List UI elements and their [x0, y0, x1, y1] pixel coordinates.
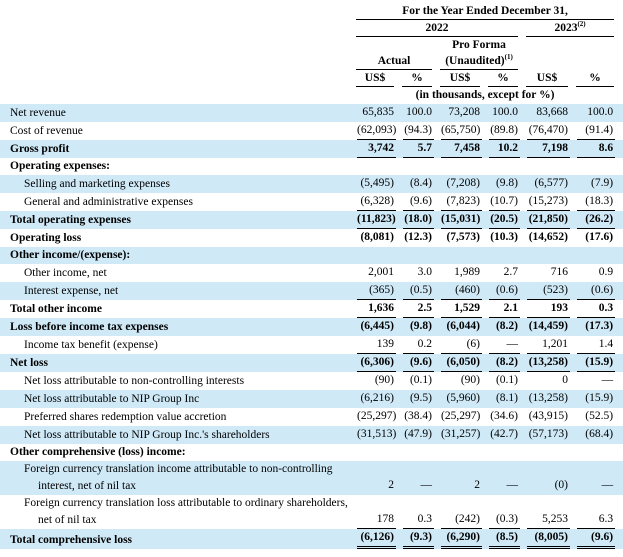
col-header-pct-2023: % [572, 70, 623, 87]
table-row [0, 372, 623, 390]
period-header-cell [352, 0, 623, 20]
value-cell: 193 [522, 300, 572, 318]
value-cell: (0.6) [572, 282, 623, 300]
value-cell [352, 444, 398, 461]
value-cell [484, 444, 522, 461]
table-row [0, 247, 623, 264]
value-cell: — [398, 461, 436, 495]
value-cell: 2 [436, 461, 484, 495]
value-cell: (9.8) [398, 318, 436, 336]
value-cell: (17.6) [585, 231, 614, 243]
value-cell: (7,208) [436, 175, 484, 193]
value-cell: 10.2 [484, 140, 522, 158]
table-row [0, 426, 623, 444]
row-label: Loss before income tax expenses [0, 318, 352, 336]
value-cell [522, 444, 572, 461]
row-label: Interest expense, net [0, 282, 352, 300]
value-cell: (8.4) [398, 175, 436, 193]
col-header-usd-proforma: US$ [436, 70, 484, 87]
row-label: Foreign currency translation income attributable to non-controlling interest, net of nil tax [0, 461, 352, 495]
col-header-usd-2023: US$ [522, 70, 572, 87]
row-label: General and administrative expenses [24, 196, 193, 208]
value-cell: 0.3 [572, 300, 623, 318]
value-cell [522, 158, 572, 175]
value-cell: (65,750) [436, 122, 484, 140]
value-cell: (8.5) [484, 529, 522, 549]
row-label: Total comprehensive loss [0, 529, 352, 549]
table-row [0, 495, 623, 529]
proforma-header-cell [436, 37, 522, 70]
value-cell [398, 158, 436, 175]
value-cell: (17.3) [572, 318, 623, 336]
header-row-units [0, 70, 623, 87]
value-cell: (15,273) [522, 193, 572, 211]
value-cell: (9.6) [398, 354, 436, 372]
value-cell: (10.3) [490, 231, 518, 243]
value-cell: 100.0 [572, 104, 623, 122]
row-label: Selling and marketing expenses [0, 175, 352, 193]
value-cell: 0.9 [598, 266, 614, 278]
value-cell: (7,823) [436, 193, 484, 211]
value-cell: (365) [352, 282, 398, 300]
units-note-cell [352, 87, 623, 104]
actual-header-cell [352, 37, 436, 70]
value-cell: (6,445) [352, 318, 398, 336]
value-cell: (8,005) [522, 529, 572, 549]
year-2022-header: 2022 [356, 20, 518, 37]
value-cell: (5,960) [436, 390, 484, 408]
value-cell: (9.6) [572, 529, 623, 549]
header-spacer [0, 0, 352, 20]
value-cell: (20.5) [484, 211, 522, 229]
value-cell: (42.7) [484, 426, 522, 444]
value-cell: 1.4 [572, 336, 623, 354]
value-cell: 5,253 [522, 495, 572, 529]
header-spacer [0, 20, 352, 37]
value-cell: — [601, 374, 614, 386]
table-row [0, 264, 623, 282]
value-cell: (8,081) [360, 231, 394, 243]
value-cell: (47.9) [398, 426, 436, 444]
value-cell: (52.5) [585, 410, 614, 422]
row-label: Net loss attributable to NIP Group Inc.'s shareholders [0, 426, 352, 444]
value-cell: (68.4) [572, 426, 623, 444]
table-row [0, 158, 623, 175]
value-cell: (9.5) [398, 390, 436, 408]
value-cell: (90) [374, 374, 394, 386]
table-row [0, 104, 623, 122]
value-cell: 7,458 [436, 140, 484, 158]
value-cell: (242) [436, 495, 484, 529]
row-label: Net revenue [0, 104, 352, 122]
value-cell: (8.1) [484, 390, 522, 408]
value-cell [522, 247, 572, 264]
table-row [0, 336, 623, 354]
value-cell: (43,915) [528, 410, 568, 422]
value-cell: (25,297) [357, 410, 397, 422]
row-label: Total other income [10, 303, 102, 315]
row-label: Other income/(expense): [0, 247, 352, 264]
value-cell: (9.6) [398, 193, 436, 211]
value-cell: 100.0 [398, 104, 436, 122]
value-cell: (0.1) [495, 374, 518, 386]
value-cell: (6,050) [436, 354, 484, 372]
value-cell: (62,093) [352, 122, 398, 140]
value-cell: (6,306) [352, 354, 398, 372]
value-cell: 6.3 [572, 495, 623, 529]
row-label: Foreign currency translation loss attributable to ordinary shareholders, net of nil tax [24, 497, 348, 526]
row-label: Total operating expenses [0, 211, 352, 229]
value-cell: (0.3) [484, 495, 522, 529]
row-label: Other income, net [24, 267, 107, 279]
footnote-ref-1: (1) [504, 53, 513, 62]
units-note: (in thousands, except for %) [415, 89, 555, 101]
value-cell: (6,328) [352, 193, 398, 211]
table-row [0, 444, 623, 461]
value-cell [572, 247, 623, 264]
table-row [0, 318, 623, 336]
value-cell: 3.0 [417, 266, 432, 278]
table-row [0, 193, 623, 211]
value-cell: 716 [550, 266, 568, 278]
value-cell: (31,257) [436, 426, 484, 444]
value-cell [436, 158, 484, 175]
header-row-years [0, 20, 623, 37]
value-cell: 83,668 [522, 104, 572, 122]
header-row-scenario [0, 37, 623, 70]
value-cell: (57,173) [522, 426, 572, 444]
header-spacer [0, 70, 352, 87]
table-row [0, 300, 623, 318]
table-row [0, 461, 623, 495]
value-cell: (15,031) [436, 211, 484, 229]
row-label: Net loss attributable to NIP Group Inc [0, 390, 352, 408]
value-cell [436, 444, 484, 461]
value-cell: 1,201 [522, 336, 572, 354]
value-cell [352, 247, 398, 264]
value-cell: 2,001 [368, 266, 394, 278]
value-cell: 2.1 [484, 300, 522, 318]
value-cell: (0.6) [484, 282, 522, 300]
value-cell [484, 247, 522, 264]
value-cell: (14,652) [528, 231, 568, 243]
header-row-period [0, 0, 623, 20]
value-cell: 5.7 [398, 140, 436, 158]
table-row [0, 529, 623, 549]
year-2023-header-cell [522, 20, 623, 37]
value-cell: 7,198 [522, 140, 572, 158]
value-cell [436, 247, 484, 264]
table-row [0, 354, 623, 372]
col-header-usd-actual: US$ [352, 70, 398, 87]
value-cell: 139 [352, 336, 398, 354]
value-cell: (8.2) [484, 354, 522, 372]
value-cell: (18.0) [398, 211, 436, 229]
year-2023-header: 2023$^{(2)}$ [526, 20, 614, 37]
value-cell: (460) [436, 282, 484, 300]
row-label: Preferred shares redemption value accretion [24, 411, 227, 423]
value-cell: (11,823) [352, 211, 398, 229]
row-label: Operating loss [10, 232, 82, 244]
table-row [0, 140, 623, 158]
value-cell: 0 [562, 374, 568, 386]
table-row [0, 229, 623, 247]
header-row-note [0, 87, 623, 104]
value-cell: (94.3) [398, 122, 436, 140]
value-cell: (90) [460, 374, 480, 386]
value-cell: (26.2) [572, 211, 623, 229]
row-label: Gross profit [0, 140, 352, 158]
value-cell: (9.8) [484, 175, 522, 193]
row-label: Cost of revenue [10, 125, 83, 137]
table-row [0, 175, 623, 193]
value-cell: 1,529 [436, 300, 484, 318]
value-cell: (10.7) [484, 193, 522, 211]
value-cell: (13,258) [522, 354, 572, 372]
table-row [0, 211, 623, 229]
value-cell: (15.9) [572, 390, 623, 408]
row-label: Other comprehensive (loss) income: [10, 446, 186, 458]
value-cell: 65,835 [352, 104, 398, 122]
value-cell: (91.4) [572, 122, 623, 140]
year-2022-header-cell [352, 20, 522, 37]
value-cell: (0.5) [398, 282, 436, 300]
value-cell: 2.5 [398, 300, 436, 318]
col-header-pct-proforma: % [484, 70, 522, 87]
row-label: Net loss attributable to non-controlling interests [24, 375, 245, 387]
value-cell: 1,636 [352, 300, 398, 318]
value-cell: 3,742 [352, 140, 398, 158]
value-cell [484, 158, 522, 175]
value-cell: 100.0 [484, 104, 522, 122]
value-cell: (6) [436, 336, 484, 354]
value-cell [572, 444, 623, 461]
value-cell [352, 158, 398, 175]
value-cell: (14,459) [522, 318, 572, 336]
value-cell: — [484, 336, 522, 354]
row-label: Net loss [0, 354, 352, 372]
value-cell: (523) [522, 282, 572, 300]
value-cell: 2.7 [503, 266, 518, 278]
value-cell: (6,577) [522, 175, 572, 193]
value-cell: — [572, 461, 623, 495]
footnote-ref-2: (2) [577, 20, 586, 29]
value-cell: (6,216) [352, 390, 398, 408]
value-cell: 1,989 [454, 266, 480, 278]
value-cell: (5,495) [352, 175, 398, 193]
value-cell: (34.6) [490, 410, 518, 422]
col-header-pct-actual: % [398, 70, 436, 87]
value-cell: 178 [352, 495, 398, 529]
value-cell [398, 247, 436, 264]
value-cell: (9.3) [398, 529, 436, 549]
header-spacer [522, 37, 623, 70]
value-cell: (18.3) [572, 193, 623, 211]
value-cell [572, 158, 623, 175]
table-row [0, 408, 623, 426]
value-cell: (25,297) [441, 410, 481, 422]
row-label: Operating expenses: [10, 160, 110, 172]
value-cell: (13,258) [522, 390, 572, 408]
table-row [0, 282, 623, 300]
value-cell: (89.8) [484, 122, 522, 140]
actual-header: Actual [356, 53, 432, 70]
value-cell: (7.9) [572, 175, 623, 193]
row-label: Income tax benefit (expense) [24, 339, 158, 351]
value-cell: (6,044) [436, 318, 484, 336]
value-cell: (38.4) [404, 410, 432, 422]
value-cell: (7,573) [446, 231, 480, 243]
value-cell [398, 444, 436, 461]
value-cell: (6,290) [436, 529, 484, 549]
value-cell: (31,513) [352, 426, 398, 444]
table-row [0, 122, 623, 140]
value-cell: (8.2) [484, 318, 522, 336]
value-cell: (0) [522, 461, 572, 495]
value-cell: (6,126) [352, 529, 398, 549]
value-cell: (12.3) [404, 231, 432, 243]
value-cell: — [484, 461, 522, 495]
value-cell: 8.6 [572, 140, 623, 158]
value-cell: (0.1) [409, 374, 432, 386]
header-spacer [0, 37, 352, 70]
header-spacer [0, 87, 352, 104]
value-cell: (21,850) [522, 211, 572, 229]
period-header: For the Year Ended December 31, [356, 3, 614, 20]
value-cell: 2 [352, 461, 398, 495]
table-row [0, 390, 623, 408]
value-cell: (76,470) [522, 122, 572, 140]
value-cell: (15.9) [572, 354, 623, 372]
value-cell: 0.3 [398, 495, 436, 529]
value-cell: 73,208 [436, 104, 484, 122]
proforma-header: Pro Forma (Unaudited)$^{(1)}$ [440, 37, 518, 70]
value-cell: 0.2 [398, 336, 436, 354]
